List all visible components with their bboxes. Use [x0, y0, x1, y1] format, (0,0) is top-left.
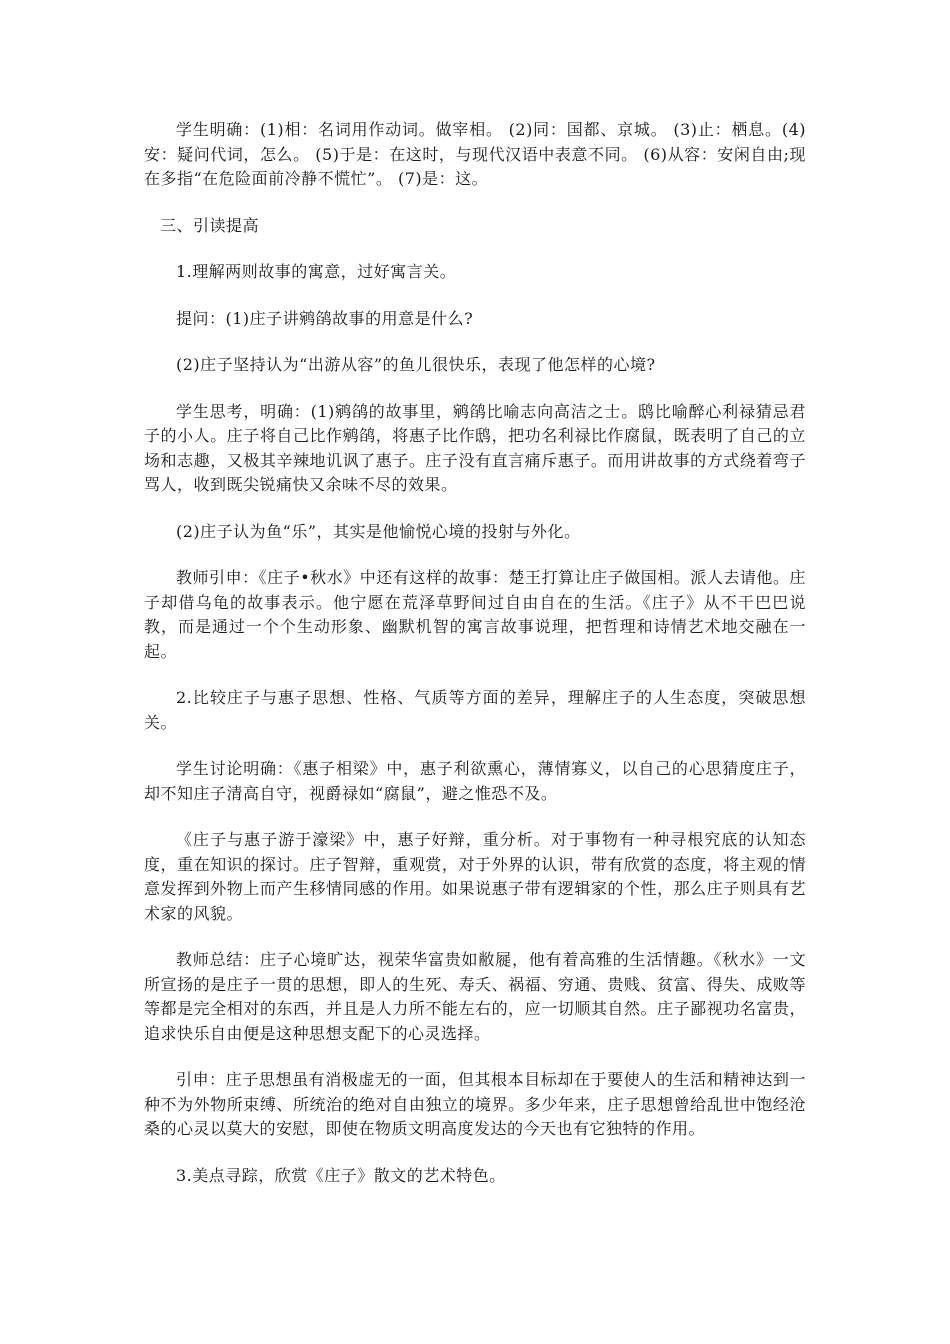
paragraph-teacher-extension: 教师引申：《庄子•秋水》中还有这样的故事：楚王打算让庄子做国相。派人去请他。庄子却借乌龟的故事表示。他宁愿在荒泽草野间过自由自在的生活。《庄子》从不干巴巴说教，而是通过一个个生动形象、幽默机智的寓言故事说理，把哲理和诗情艺术地交融在一起。: [144, 568, 806, 661]
paragraph-discussion: 学生讨论明确：《惠子相梁》中，惠子利欲熏心，薄情寡义，以自己的心思猜度庄子，却不知庄子清高自守，视爵禄如“腐鼠”，避之惟恐不及。: [144, 759, 806, 803]
paragraph-extension: 引申：庄子思想虽有消极虚无的一面，但其根本目标却在于要使人的生活和精神达到一种不为外物所束缚、所统治的绝对自由独立的境界。多少年来，庄子思想曾给乱世中饱经沧桑的心灵以莫大的安慰，即使在物质文明高度发达的今天也有它独特的作用。: [144, 1070, 806, 1138]
paragraph-item-1: 1.理解两则故事的寓意，过好寓言关。: [176, 262, 457, 281]
paragraph-question-1: 提问：(1)庄子讲鹓鹐故事的用意是什么?: [176, 308, 474, 328]
paragraph-answer-2: (2)庄子认为鱼“乐”，其实是他愉悦心境的投射与外化。: [176, 521, 581, 541]
section-heading: 三、引读提高: [160, 215, 260, 235]
paragraph-comparison: 《庄子与惠子游于濠梁》中，惠子好辩，重分析。对于事物有一种寻根究底的认知态度，重在知识的探讨。庄子智辩，重观赏，对于外界的认识，带有欣赏的态度，将主观的情意发挥到外物上而产生移情同感的作用。如果说惠子带有逻辑家的个性，那么庄子则具有艺术家的风貌。: [144, 830, 806, 923]
paragraph-item-2: 2.比较庄子与惠子思想、性格、气质等方面的差异，理解庄子的人生态度，突破思想关。: [144, 688, 806, 732]
paragraph-teacher-summary: 教师总结：庄子心境旷达，视荣华富贵如敝屣，他有着高雅的生活情趣。《秋水》一文所宣扬的是庄子一贯的思想，即人的生死、寿夭、祸福、穷通、贵贱、贫富、得失、成败等等都是完全相对的东西，并且是人力所不能左右的，应一切顺其自然。庄子鄙视功名富贵，追求快乐自由便是这种思想支配下的心灵选择。: [144, 950, 806, 1043]
paragraph-item-3: 3.美点寻踪，欣赏《庄子》散文的艺术特色。: [176, 1165, 506, 1185]
paragraph-question-2: (2)庄子坚持认为“出游从容”的鱼儿很快乐，表现了他怎样的心境?: [176, 355, 656, 374]
paragraph-answer-notes: 学生明确：(1)相：名词用作动词。做宰相。 (2)同：国都、京城。 (3)止：栖息。(4)安：疑问代词，怎么。 (5)于是：在这时，与现代汉语中表意不同。 (6)从容：安闲自由;现在多指“在危险面前冷静不慌忙”。 (7)是：这。: [144, 120, 806, 188]
document-body: [144, 118, 806, 1210]
paragraph-student-answer: 学生思考，明确：(1)鹓鹐的故事里，鹓鹐比喻志向高洁之士。鸱比喻醉心利禄猜忌君子的小人。庄子将自己比作鹓鹐，将惠子比作鸱，把功名利禄比作腐鼠，既表明了自己的立场和志趣，又极其辛辣地讥讽了惠子。庄子没有直言痛斥惠子。而用讲故事的方式绕着弯子骂人，收到既尖锐痛快又余味不尽的效果。: [144, 401, 806, 494]
